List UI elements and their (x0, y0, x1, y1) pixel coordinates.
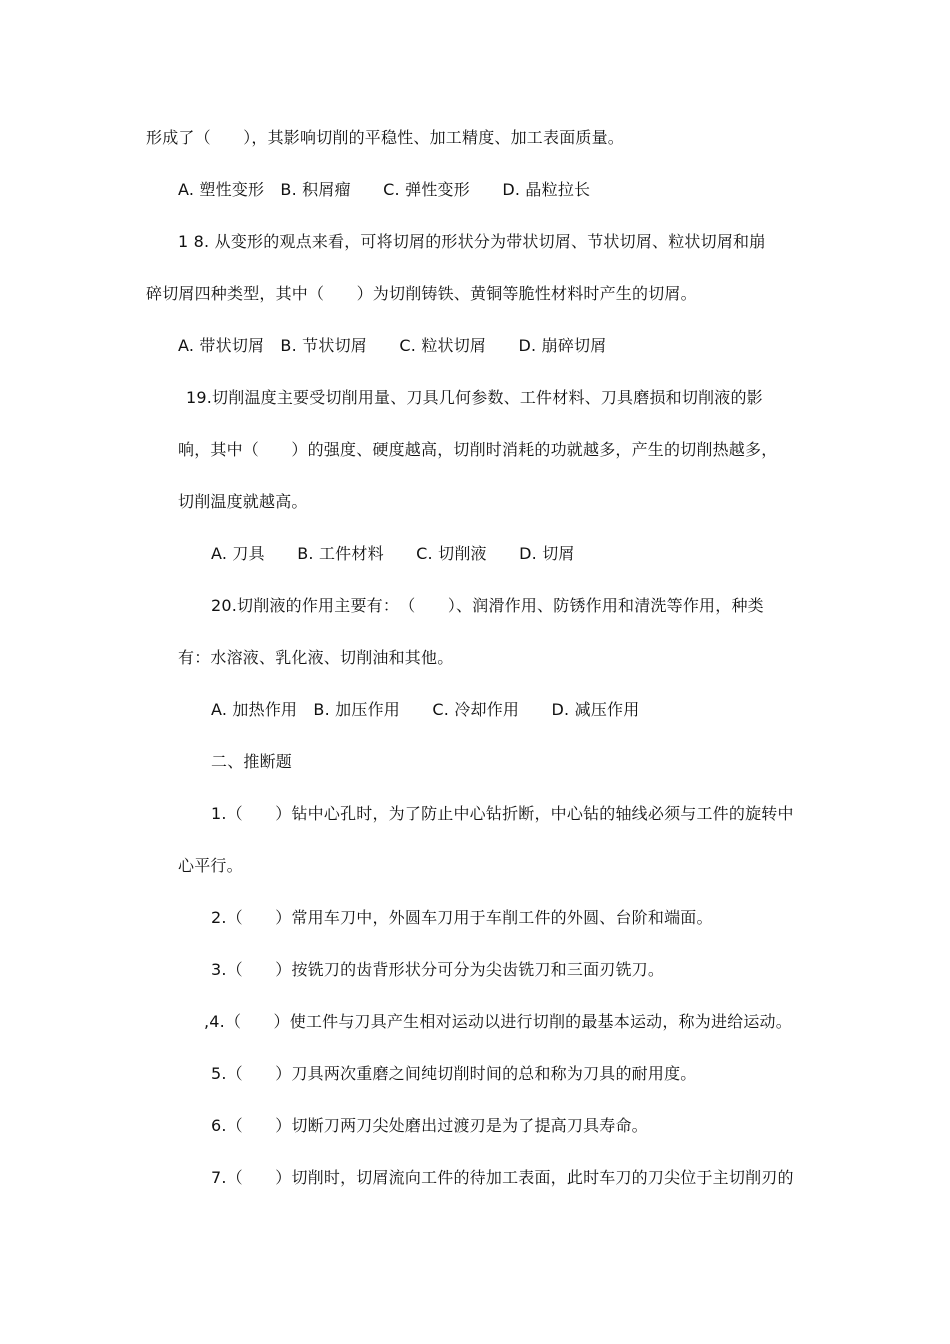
q20-options: A. 加热作用 B. 加压作用 C. 冷却作用 D. 减压作用 (211, 700, 640, 719)
q19-options: A. 刀具 B. 工件材料 C. 切削液 D. 切屑 (211, 544, 575, 563)
q19-stem: 19.切削温度主要受切削用量、刀具几何参数、工件材料、刀具磨损和切削液的影 (186, 388, 763, 407)
j2-stem: 2.（ ）常用车刀中，外圆车刀用于车削工件的外圆、台阶和端面。 (211, 908, 713, 927)
j1-stem: 1.（ ）钻中心孔时，为了防止中心钻折断，中心钻的轴线必须与工件的旋转中 (211, 804, 794, 823)
j1-stem-continuation: 心平行。 (178, 856, 243, 875)
j7-stem: 7.（ ）切削时，切屑流向工件的待加工表面，此时车刀的刀尖位于主切削刃的 (211, 1168, 794, 1187)
q18-stem-continuation: 碎切屑四种类型，其中（ ）为切削铸铁、黄铜等脆性材料时产生的切屑。 (146, 284, 697, 303)
q18-stem: 1 8. 从变形的观点来看，可将切屑的形状分为带状切屑、节状切屑、粒状切屑和崩 (178, 232, 766, 251)
q19-stem-continuation: 响，其中（ ）的强度、硬度越高，切削时消耗的功就越多，产生的切削热越多， (178, 440, 778, 459)
q17-options: A. 塑性变形 B. 积屑瘤 C. 弹性变形 D. 晶粒拉长 (178, 180, 591, 199)
q18-options: A. 带状切屑 B. 节状切屑 C. 粒状切屑 D. 崩碎切屑 (178, 336, 607, 355)
j4-stem: ,4.（ ）使工件与刀具产生相对运动以进行切削的最基本运动，称为进给运动。 (204, 1012, 792, 1031)
j5-stem: 5.（ ）刀具两次重磨之间纯切削时间的总和称为刀具的耐用度。 (211, 1064, 697, 1083)
q20-stem-continuation: 有：水溶液、乳化液、切削油和其他。 (178, 648, 454, 667)
j6-stem: 6.（ ）切断刀两刀尖处磨出过渡刃是为了提高刀具寿命。 (211, 1116, 648, 1135)
q20-stem: 20.切削液的作用主要有： （ ）、润滑作用、防锈作用和清洗等作用，种类 (211, 596, 764, 615)
q19-stem-end: 切削温度就越高。 (178, 492, 308, 511)
j3-stem: 3.（ ）按铣刀的齿背形状分可分为尖齿铣刀和三面刃铣刀。 (211, 960, 665, 979)
q17-stem-continuation: 形成了（ ），其影响切削的平稳性、加工精度、加工表面质量。 (146, 128, 625, 147)
section-heading-judgment: 二、推断题 (211, 752, 293, 771)
